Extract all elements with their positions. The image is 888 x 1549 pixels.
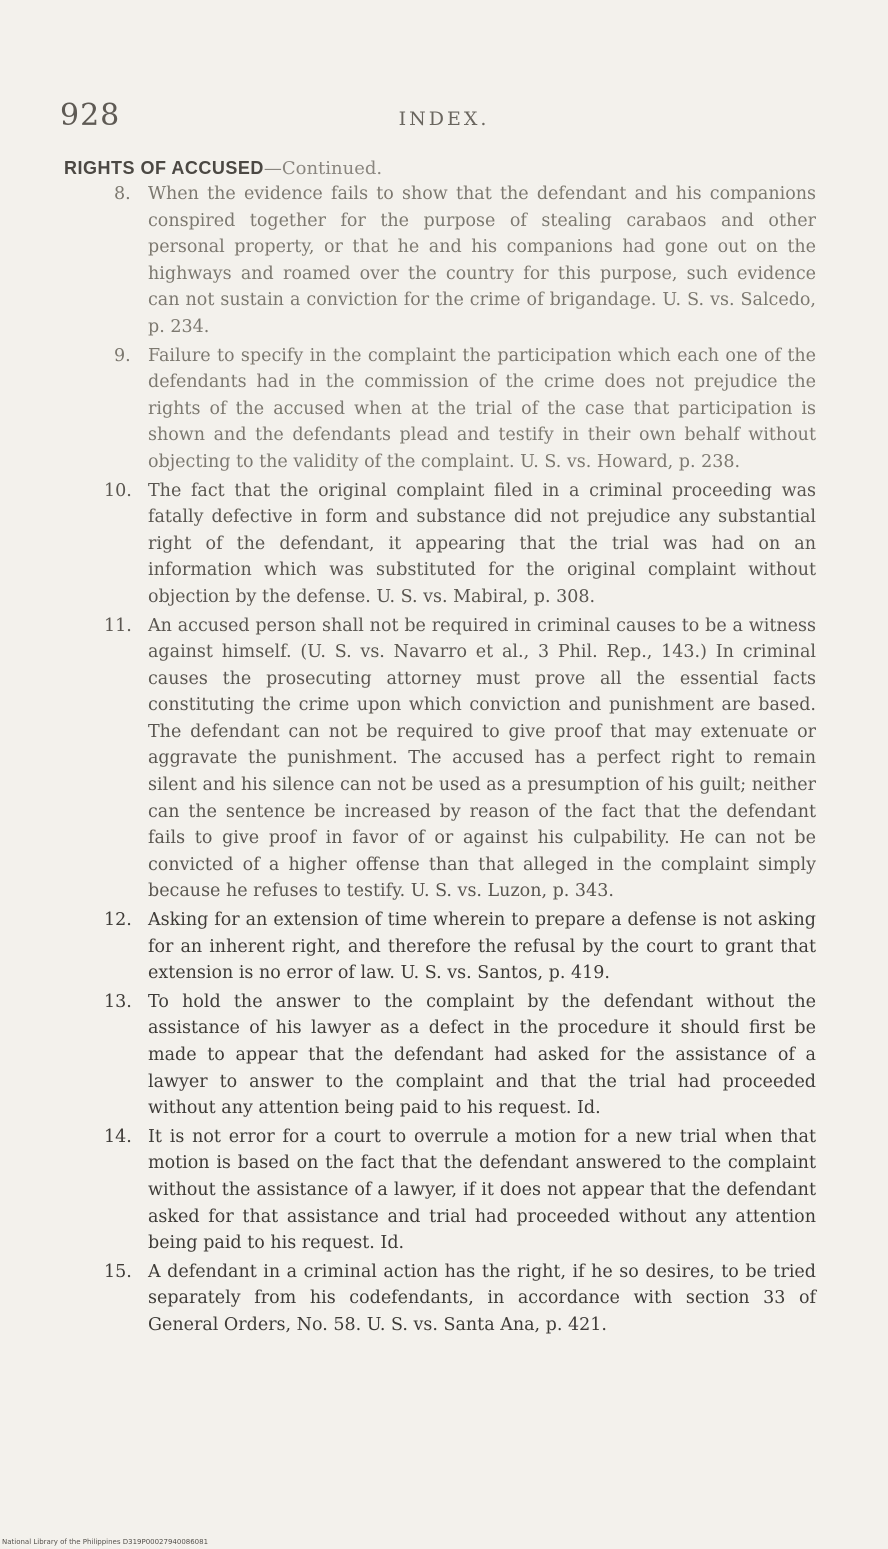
entry-text: The fact that the original complaint filed in a criminal proceeding was fatally defective in form and substance did not prejudice any substantial right of the defendant, it appearing that the trial was had on an information which was substituted for the original complaint without objection by the defense. U. S. vs. Mabiral, p. 308. — [148, 480, 816, 607]
entry-text: Asking for an extension of time wherein to prepare a defense is not asking for an inherent right, and therefore the refusal by the court to grant that extension is no error of law. U. S. vs. Santos, p. 419. — [148, 910, 816, 984]
page-number: 928 — [60, 98, 121, 133]
entry-text: It is not error for a court to overrule a motion for a new trial when that motion is based on the fact that the defendant answered to the complaint without the assistance of a lawyer, if it does not appear that the defendant asked for that assistance and trial had proceeded without any attention being paid to his request. Id. — [148, 1126, 816, 1254]
running-head: INDEX. — [398, 108, 490, 130]
entry-text: To hold the answer to the complaint by the defendant without the assistance of his lawyer as a defect in the procedure it should first be made to appear that the defendant had asked for the assistance of a lawyer to answer to the complaint and that the trial had proceeded without any attention being paid to his request. Id. — [148, 991, 816, 1119]
entry-number: 13. — [104, 991, 132, 1012]
entry-text: An accused person shall not be required in criminal causes to be a witness against himself. (U. S. vs. Navarro et al., 3 Phil. Rep., 143.) In criminal causes the prosecuting attorney must prove all the essential facts constituting the crime upon which conviction and punishment are based. The defendant can not be required to give proof that may extenuate or aggravate the punishment. The accused has a perfect right to remain silent and his silence can not be used as a presumption of his guilt; neither can the sentence be increased by reason of the fact that the defendant fails to give proof in favor of or against his culpability. He can not be convicted of a higher offense than that alleged in the complaint simply because he refuses to testify. U. S. vs. Luzon, p. 343. — [148, 615, 816, 902]
entry-text: Failure to specify in the complaint the participation which each one of the defendants had in the commission of the crime does not prejudice the rights of the accused when at the trial of the case that participation is shown and the defendants plead and testify in their own behalf without objecting to the validity of the complaint. U. S. vs. Howard, p. 238. — [148, 345, 816, 472]
entry-number: 14. — [104, 1126, 132, 1147]
entry-number: 11. — [104, 615, 132, 636]
entry-number: 9. — [114, 345, 131, 366]
entry-text: A defendant in a criminal action has the right, if he so desires, to be tried separately from his codefendants, in accordance with section 33 of General Orders, No. 58. U. S. vs. Santa Ana, p. 421. — [148, 1261, 816, 1335]
index-entry-14 — [104, 1124, 816, 1257]
section-heading-continued: —Continued. — [263, 158, 383, 179]
section-heading — [64, 158, 382, 179]
index-entry-9 — [114, 343, 816, 476]
index-entry-11 — [104, 613, 816, 906]
entry-number: 15. — [104, 1261, 132, 1282]
entry-number: 8. — [114, 184, 131, 204]
index-entry-10 — [104, 478, 816, 611]
section-heading-title: RIGHTS OF ACCUSED — [64, 158, 264, 178]
entry-list — [0, 181, 888, 1341]
index-entry-15 — [104, 1259, 816, 1339]
entry-number: 12. — [104, 910, 132, 931]
library-footer: National Library of the Philippines D319P00027940086081 — [2, 1538, 209, 1546]
index-entry-12 — [104, 907, 816, 987]
entry-text: When the evidence fails to show that the defendant and his companions conspired together for the purpose of stealing carabaos and other personal property, or that he and his companions had gone out on the highways and roamed over the country for this purpose, such evidence can not sustain a conviction for the crime of brigandage. U. S. vs. Salcedo, p. 234. — [148, 184, 816, 337]
entry-number: 10. — [104, 480, 132, 501]
index-entry-8 — [114, 181, 816, 341]
index-entry-13 — [104, 989, 816, 1122]
